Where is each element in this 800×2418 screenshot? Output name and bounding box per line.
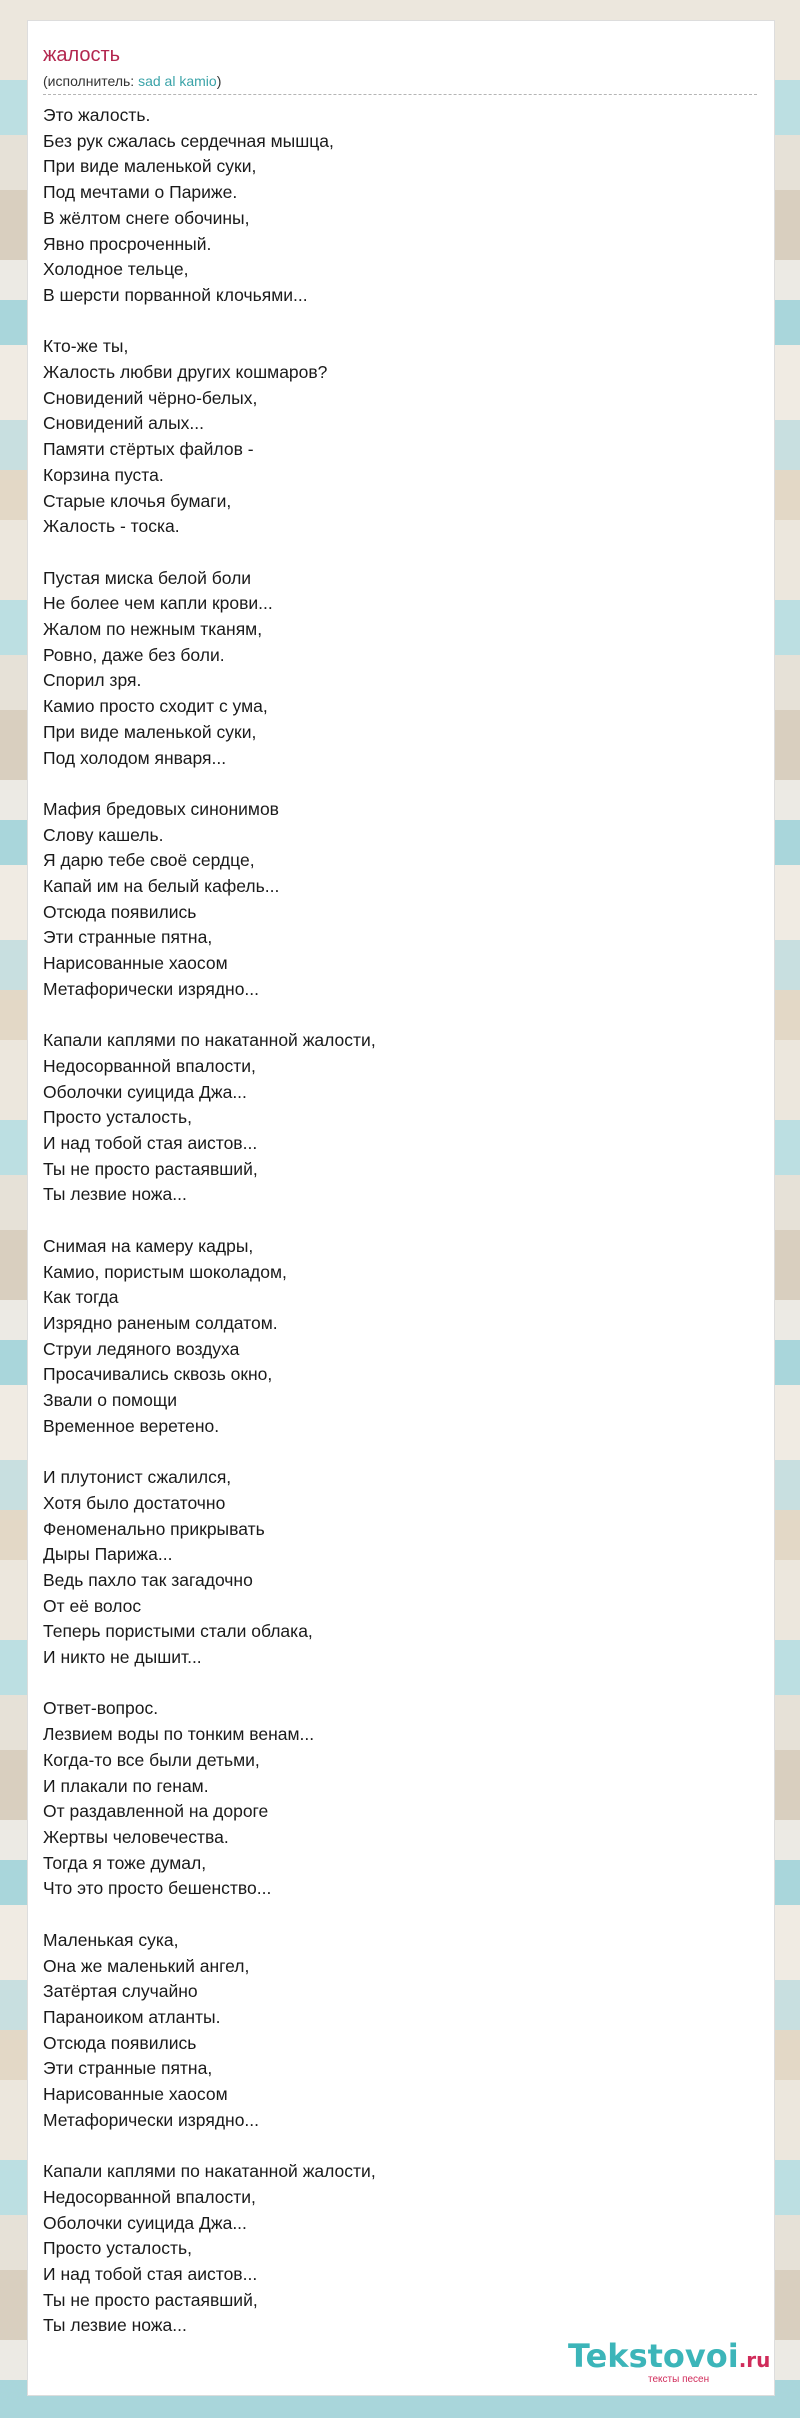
lyric-line: Недосорванной впалости,	[43, 1055, 256, 1076]
lyric-line: Старые клочья бумаги,	[43, 490, 232, 511]
lyric-line: Звали о помощи	[43, 1390, 177, 1411]
lyric-line: Корзина пуста.	[43, 464, 164, 485]
lyric-line: Камио, пористым шоколадом,	[43, 1261, 287, 1282]
lyric-line: Капали каплями по накатанной жалости,	[43, 1030, 376, 1051]
lyric-line: Сновидений чёрно-белых,	[43, 387, 258, 408]
logo-tld: .ru	[738, 2348, 771, 2372]
lyric-line: Ровно, даже без боли.	[43, 644, 225, 665]
lyric-line: Под мечтами о Париже.	[43, 182, 238, 203]
lyric-line: Феноменально прикрывать	[43, 1518, 265, 1539]
lyric-line: Как тогда	[43, 1287, 119, 1308]
lyric-line: Ведь пахло так загадочно	[43, 1569, 253, 1590]
lyric-line: Кто-же ты,	[43, 336, 129, 357]
lyric-line: Параноиком атланты.	[43, 2006, 221, 2027]
lyric-line: Тогда я тоже думал,	[43, 1852, 207, 1873]
stanza	[43, 1465, 743, 1671]
lyric-line: Сновидений алых...	[43, 413, 204, 434]
lyric-line: От раздавленной на дороге	[43, 1801, 269, 1822]
lyric-line: В шерсти порванной клочьями...	[43, 284, 308, 305]
lyric-line: Просто усталость,	[43, 1107, 192, 1128]
lyric-line: Ты не просто растаявший,	[43, 2289, 258, 2310]
lyric-line: Просто усталость,	[43, 2238, 192, 2259]
lyric-line: Спорил зря.	[43, 670, 142, 691]
lyric-line: И над тобой стая аистов...	[43, 2263, 258, 2284]
artist-link[interactable]: sad al kamio	[138, 73, 217, 89]
lyric-line: Когда-то все были детьми,	[43, 1749, 260, 1770]
stanza	[43, 566, 743, 772]
lyrics-text	[43, 103, 743, 2365]
lyric-line: Ты лезвие ножа...	[43, 2315, 187, 2336]
lyric-line: И над тобой стая аистов...	[43, 1133, 258, 1154]
artist-line	[43, 72, 221, 90]
lyric-line: Метафорически изрядно...	[43, 2109, 260, 2130]
lyric-line: При виде маленькой суки,	[43, 156, 257, 177]
lyric-line: Просачивались сквозь окно,	[43, 1364, 273, 1385]
lyric-line: Что это просто бешенство...	[43, 1878, 272, 1899]
lyrics-sheet	[27, 20, 775, 2396]
lyric-line: Мафия бредовых синонимов	[43, 798, 279, 819]
lyric-line: Теперь пористыми стали облака,	[43, 1621, 313, 1642]
lyric-line: Ты не просто растаявший,	[43, 1158, 258, 1179]
lyric-line: Отсюда появились	[43, 901, 197, 922]
lyric-line: Под холодом января...	[43, 747, 227, 768]
lyric-line: Камио просто сходит с ума,	[43, 696, 268, 717]
lyric-line: Струи ледяного воздуха	[43, 1338, 240, 1359]
lyric-line: Памяти стёртых файлов -	[43, 439, 254, 460]
lyric-line: И плутонист сжалился,	[43, 1467, 232, 1488]
lyric-line: Эти странные пятна,	[43, 927, 213, 948]
lyric-line: Пустая миска белой боли	[43, 567, 252, 588]
stanza	[43, 797, 743, 1003]
lyric-line: Дыры Парижа...	[43, 1544, 173, 1565]
lyric-line: Холодное тельце,	[43, 259, 189, 280]
lyric-line: Явно просроченный.	[43, 233, 212, 254]
lyric-line: В жёлтом снеге обочины,	[43, 207, 250, 228]
lyric-line: При виде маленькой суки,	[43, 721, 257, 742]
artist-suffix: )	[216, 73, 222, 89]
lyric-line: Снимая на камеру кадры,	[43, 1235, 254, 1256]
stanza	[43, 103, 743, 309]
tekstovoi-logo[interactable]	[568, 2337, 771, 2388]
lyric-line: И плакали по генам.	[43, 1775, 209, 1796]
stanza	[43, 1028, 743, 1208]
lyric-line: Эти странные пятна,	[43, 2058, 213, 2079]
lyric-line: Лезвием воды по тонким венам...	[43, 1724, 315, 1745]
lyric-line: Изрядно раненым солдатом.	[43, 1312, 278, 1333]
lyric-line: Я дарю тебе своё сердце,	[43, 850, 255, 871]
lyric-line: Временное веретено.	[43, 1415, 220, 1436]
logo-tagline: тексты песен	[648, 2374, 710, 2385]
stanza	[43, 1234, 743, 1440]
lyric-line: Жалость - тоска.	[43, 516, 180, 537]
lyric-line: Метафорически изрядно...	[43, 978, 260, 999]
logo-wordmark	[568, 2338, 770, 2378]
lyric-line: Оболочки суицида Джа...	[43, 2212, 247, 2233]
stanza	[43, 1696, 743, 1902]
lyric-line: Нарисованные хаосом	[43, 2084, 228, 2105]
lyric-line: Недосорванной впалости,	[43, 2186, 256, 2207]
dashed-divider	[43, 94, 757, 95]
lyric-line: Жалость любви других кошмаров?	[43, 362, 328, 383]
lyric-line: Капай им на белый кафель...	[43, 876, 280, 897]
lyric-line: Капали каплями по накатанной жалости,	[43, 2161, 376, 2182]
lyric-line: Нарисованные хаосом	[43, 953, 228, 974]
lyric-line: Это жалость.	[43, 105, 151, 125]
lyric-line: Без рук сжалась сердечная мышца,	[43, 130, 334, 151]
lyric-line: Оболочки суицида Джа...	[43, 1081, 247, 1102]
stanza	[43, 334, 743, 540]
lyric-line: Слову кашель.	[43, 824, 164, 845]
lyric-line: И никто не дышит...	[43, 1647, 202, 1668]
lyric-line: Хотя было достаточно	[43, 1492, 226, 1513]
lyric-line: Затёртая случайно	[43, 1981, 198, 2002]
stanza	[43, 2159, 743, 2339]
lyric-line: Отсюда появились	[43, 2032, 197, 2053]
logo-main-text: Tekstovoi	[568, 2337, 739, 2375]
artist-prefix: (исполнитель:	[43, 73, 139, 89]
lyric-line: Она же маленький ангел,	[43, 1955, 250, 1976]
lyric-line: Не более чем капли крови...	[43, 593, 273, 614]
lyric-line: Жертвы человечества.	[43, 1827, 229, 1847]
lyric-line: От её волос	[43, 1595, 142, 1616]
lyric-line: Маленькая сука,	[43, 1929, 179, 1950]
lyric-line: Жалом по нежным тканям,	[43, 619, 263, 640]
lyric-line: Ты лезвие ножа...	[43, 1184, 187, 1205]
stanza	[43, 1928, 743, 2134]
lyric-line: Ответ-вопрос.	[43, 1698, 159, 1719]
song-title: жалость	[43, 44, 121, 66]
